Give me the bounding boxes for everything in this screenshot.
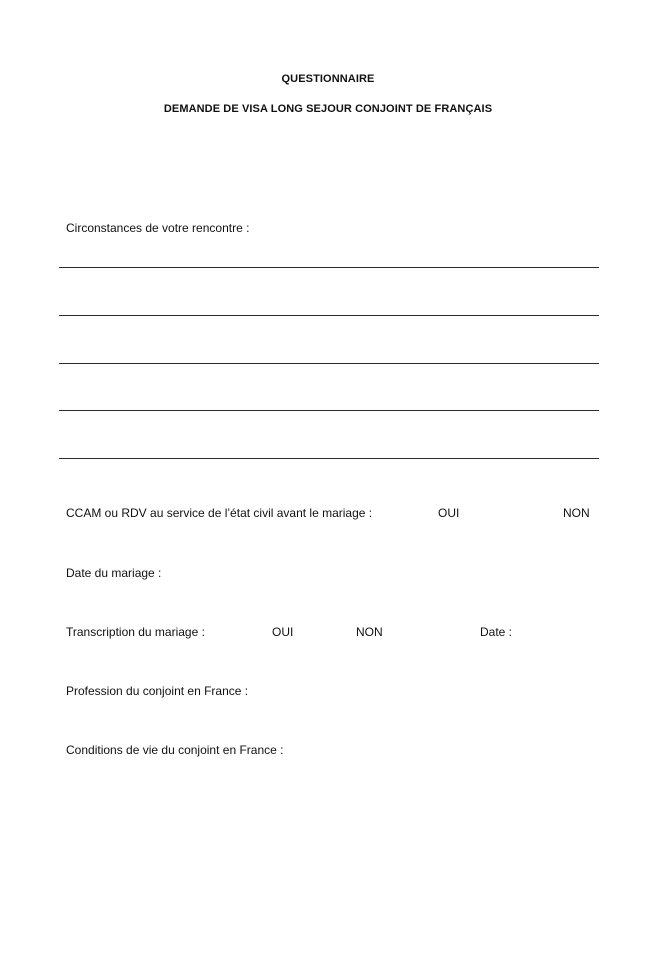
ccam-oui-option[interactable]: OUI [438, 506, 460, 520]
transcription-non-option[interactable]: NON [356, 625, 383, 639]
transcription-date-label: Date : [480, 625, 513, 639]
transcription-label: Transcription du mariage : [66, 625, 205, 639]
answer-line-3[interactable] [59, 363, 599, 364]
answer-line-2[interactable] [59, 315, 599, 316]
date-mariage-label: Date du mariage : [66, 566, 162, 580]
ccam-label: CCAM ou RDV au service de l’état civil avant le mariage : [66, 506, 373, 520]
answer-line-5[interactable] [59, 458, 599, 459]
conditions-label: Conditions de vie du conjoint en France : [66, 743, 284, 757]
answer-line-1[interactable] [59, 267, 599, 268]
ccam-non-option[interactable]: NON [563, 506, 590, 520]
profession-label: Profession du conjoint en France : [66, 684, 249, 698]
document-subtitle: DEMANDE DE VISA LONG SEJOUR CONJOINT DE FRANÇAIS [163, 103, 493, 115]
rencontre-label: Circonstances de votre rencontre : [66, 221, 250, 235]
transcription-oui-option[interactable]: OUI [272, 625, 294, 639]
answer-line-4[interactable] [59, 410, 599, 411]
document-title: QUESTIONNAIRE [281, 73, 375, 85]
